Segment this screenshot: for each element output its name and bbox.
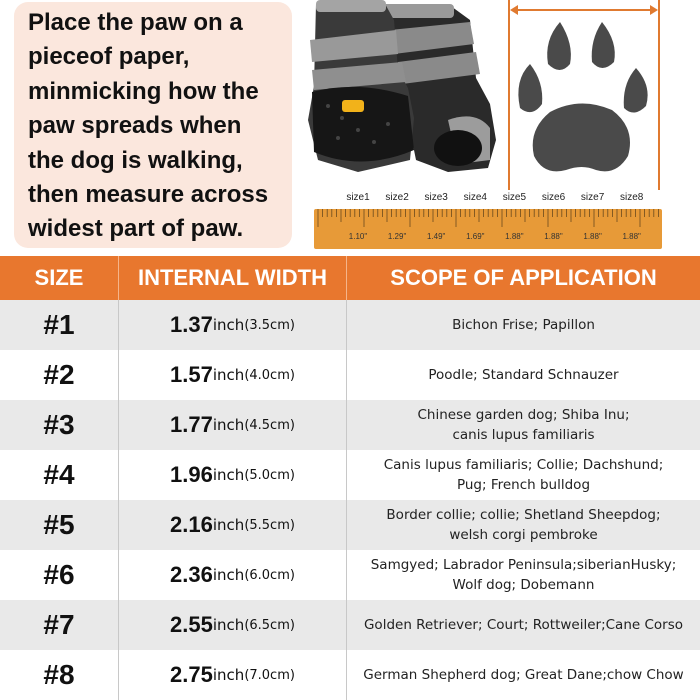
header-internal-width: INTERNAL WIDTH xyxy=(137,265,328,290)
ruler-size-label: size7 xyxy=(580,192,605,203)
table-row xyxy=(0,350,700,400)
size-cell: #4 xyxy=(43,459,75,490)
width-unit: inch xyxy=(212,666,245,684)
width-cm-value: (3.5cm) xyxy=(244,317,295,333)
width-cell xyxy=(119,600,346,650)
width-cm-value: (7.0cm) xyxy=(244,667,295,683)
ruler-size-label: size6 xyxy=(541,192,566,203)
scope-cell: Border collie; collie; Shetland Sheepdog; welsh corgi pembroke xyxy=(386,507,661,543)
width-inch-value: 2.36 xyxy=(170,562,213,587)
ruler-value-label: 1.49" xyxy=(426,232,446,241)
scope-cell: Samgyed; Labrador Peninsula;siberianHusky; Wolf dog; Dobemann xyxy=(370,557,677,593)
ruler-value-label: 1.88" xyxy=(505,232,524,241)
width-cm-value: (5.0cm) xyxy=(244,467,295,483)
width-cell xyxy=(119,450,346,500)
ruler-size-labels xyxy=(314,192,662,206)
table-row xyxy=(0,550,700,600)
width-unit: inch xyxy=(212,316,245,334)
width-cell xyxy=(119,400,346,450)
size-cell: #5 xyxy=(43,509,75,540)
width-cm-value: (6.5cm) xyxy=(244,617,295,633)
ruler-size-label: size1 xyxy=(346,192,370,203)
width-unit: inch xyxy=(212,466,245,484)
ruler-value-label: 1.88" xyxy=(583,232,602,241)
table-row xyxy=(0,600,700,650)
ruler-size-label: size8 xyxy=(620,192,644,203)
width-inch-value: 1.77 xyxy=(170,412,213,437)
width-cm-value: (4.5cm) xyxy=(244,417,295,433)
size-cell: #8 xyxy=(43,659,75,690)
instruction-text: Place the paw on a pieceof paper, minmicking how the paw spreads when the dog is walking, then measure across widest part of paw. xyxy=(28,9,269,243)
width-inch-value: 2.55 xyxy=(170,612,213,637)
ruler-size-label: size5 xyxy=(502,192,527,203)
width-cell xyxy=(119,500,346,550)
scope-cell: Golden Retriever; Court; Rottweiler;Cane Corso xyxy=(363,617,684,633)
ruler-value-label: 1.88" xyxy=(544,232,563,241)
width-cm-value: (4.0cm) xyxy=(244,367,295,383)
size-cell: #7 xyxy=(43,609,75,640)
width-cell xyxy=(119,300,346,350)
ruler-ticks xyxy=(314,209,662,249)
ruler-value-label: 1.88" xyxy=(622,232,641,241)
width-cm-value: (5.5cm) xyxy=(244,517,295,533)
size-table xyxy=(0,256,700,700)
width-unit: inch xyxy=(212,516,245,534)
size-cell: #6 xyxy=(43,559,75,590)
width-cell xyxy=(119,650,346,700)
ruler-size-label: size3 xyxy=(424,192,448,203)
table-row xyxy=(0,500,700,550)
scope-cell: Poodle; Standard Schnauzer xyxy=(428,367,619,383)
table-row xyxy=(0,450,700,500)
paw-diagram xyxy=(504,0,664,190)
table-row xyxy=(0,400,700,450)
scope-cell: Bichon Frise; Papillon xyxy=(452,317,595,333)
table-header xyxy=(0,256,700,300)
width-cell xyxy=(119,550,346,600)
scope-cell: Chinese garden dog; Shiba Inu; canis lupus familiaris xyxy=(417,407,630,443)
dog-boots-image xyxy=(298,0,502,182)
width-inch-value: 1.37 xyxy=(170,312,213,337)
width-cell xyxy=(119,350,346,400)
header-size: SIZE xyxy=(34,265,84,290)
size-cell: #1 xyxy=(43,309,75,340)
width-inch-value: 2.75 xyxy=(170,662,213,687)
table-row xyxy=(0,300,700,350)
width-inch-value: 1.96 xyxy=(170,462,213,487)
ruler-size-label: size4 xyxy=(463,192,487,203)
width-unit: inch xyxy=(212,416,245,434)
width-unit: inch xyxy=(212,616,245,634)
width-inch-value: 2.16 xyxy=(170,512,213,537)
ruler-value-label: 1.69" xyxy=(466,232,485,241)
scope-cell: Canis lupus familiaris; Collie; Dachshund; Pug; French bulldog xyxy=(383,457,664,493)
ruler xyxy=(314,209,662,249)
width-unit: inch xyxy=(212,566,245,584)
table-row xyxy=(0,650,700,700)
size-cell: #2 xyxy=(43,359,75,390)
size-cell: #3 xyxy=(43,409,75,440)
width-cm-value: (6.0cm) xyxy=(244,567,295,583)
scope-cell: German Shepherd dog; Great Dane;chow Chow xyxy=(363,667,684,683)
ruler-value-label: 1.10" xyxy=(348,232,368,241)
width-inch-value: 1.57 xyxy=(170,362,213,387)
header-scope: SCOPE OF APPLICATION xyxy=(390,265,657,290)
ruler-value-label: 1.29" xyxy=(387,232,407,241)
ruler-size-label: size2 xyxy=(385,192,409,203)
width-unit: inch xyxy=(212,366,245,384)
